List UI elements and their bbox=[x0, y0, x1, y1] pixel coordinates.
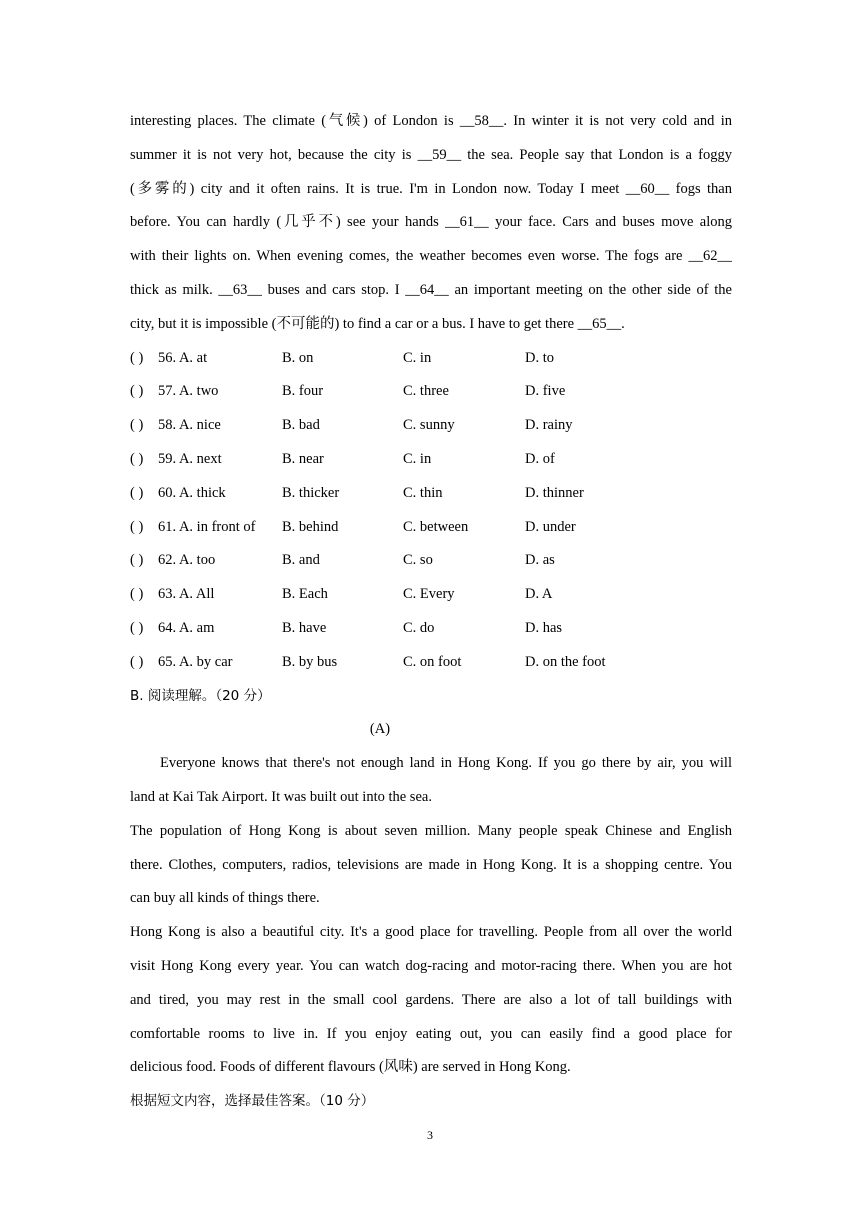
passage-label: (A) bbox=[369, 721, 391, 738]
reading-line: and tired, you may rest in the small cool gardens. There are also a lot of tall buildings with bbox=[130, 991, 732, 1008]
reading-line: can buy all kinds of things there. bbox=[130, 890, 320, 907]
answer-blank: ( ) bbox=[130, 619, 144, 636]
instruction-text: 根据短文内容，选择最佳答案。（10 分） bbox=[130, 1093, 375, 1110]
option-a: 58. A. nice bbox=[158, 417, 221, 434]
option-c: C. in bbox=[403, 450, 432, 467]
passage-line: thick as milk. __63__ buses and cars stop. I __64__ an important meeting on the other side of the bbox=[130, 281, 732, 298]
page-number: 3 bbox=[427, 1128, 433, 1142]
question-row bbox=[130, 511, 732, 545]
option-c: C. so bbox=[403, 552, 433, 569]
reading-line: comfortable rooms to live in. If you enjoy eating out, you can easily find a good place for bbox=[130, 1025, 732, 1042]
question-row bbox=[130, 646, 732, 680]
cloze-passage bbox=[130, 105, 732, 342]
option-b: B. bad bbox=[282, 417, 320, 434]
option-b: B. four bbox=[282, 383, 324, 400]
option-d: D. thinner bbox=[525, 484, 584, 501]
question-list bbox=[130, 342, 732, 680]
question-row bbox=[130, 342, 732, 376]
answer-blank: ( ) bbox=[130, 653, 144, 670]
option-a: 56. A. at bbox=[158, 349, 208, 366]
answer-blank: ( ) bbox=[130, 349, 144, 366]
reading-line: delicious food. Foods of different flavours (风味) are served in Hong Kong. bbox=[130, 1059, 571, 1076]
section-heading: B. 阅读理解。（20 分） bbox=[130, 687, 271, 704]
option-c: C. in bbox=[403, 349, 432, 366]
option-c: C. sunny bbox=[403, 417, 455, 434]
reading-line: The population of Hong Kong is about seven million. Many people speak Chinese and English bbox=[130, 822, 732, 839]
option-c: C. thin bbox=[403, 484, 443, 501]
option-c: C. do bbox=[403, 619, 435, 636]
question-row bbox=[130, 544, 732, 578]
option-c: C. Every bbox=[403, 586, 455, 603]
answer-blank: ( ) bbox=[130, 417, 144, 434]
option-a: 60. A. thick bbox=[158, 484, 226, 501]
answer-blank: ( ) bbox=[130, 450, 144, 467]
option-d: D. A bbox=[525, 586, 553, 603]
reading-line: land at Kai Tak Airport. It was built out into the sea. bbox=[130, 788, 432, 805]
option-a: 59. A. next bbox=[158, 450, 222, 467]
question-row bbox=[130, 443, 732, 477]
question-row bbox=[130, 409, 732, 443]
option-c: C. on foot bbox=[403, 653, 462, 670]
answer-blank: ( ) bbox=[130, 518, 144, 535]
option-d: D. on the foot bbox=[525, 653, 606, 670]
option-b: B. and bbox=[282, 552, 320, 569]
option-a: 61. A. in front of bbox=[158, 518, 256, 535]
option-a: 64. A. am bbox=[158, 619, 215, 636]
option-a: 57. A. two bbox=[158, 383, 219, 400]
passage-line: interesting places. The climate (气候) of London is __58__. In winter it is not very cold and in bbox=[130, 113, 732, 129]
option-a: 65. A. by car bbox=[158, 653, 233, 670]
option-d: D. of bbox=[525, 450, 555, 467]
reading-line: Hong Kong is also a beautiful city. It's a good place for travelling. People from all over the world bbox=[130, 924, 732, 941]
option-b: B. thicker bbox=[282, 484, 340, 501]
option-a: 63. A. All bbox=[158, 586, 215, 603]
option-d: D. under bbox=[525, 518, 576, 535]
answer-blank: ( ) bbox=[130, 586, 144, 603]
question-row bbox=[130, 375, 732, 409]
passage-line: (多雾的) city and it often rains. It is true. I'm in London now. Today I meet __60__ fogs than bbox=[130, 180, 732, 197]
option-d: D. as bbox=[525, 552, 555, 569]
option-d: D. rainy bbox=[525, 417, 573, 434]
reading-line: visit Hong Kong every year. You can watch dog-racing and motor-racing there. When you are hot bbox=[130, 957, 732, 974]
question-row bbox=[130, 578, 732, 612]
option-b: B. have bbox=[282, 619, 327, 636]
option-b: B. near bbox=[282, 450, 324, 467]
question-row bbox=[130, 477, 732, 511]
option-c: C. between bbox=[403, 518, 469, 535]
answer-blank: ( ) bbox=[130, 552, 144, 569]
option-d: D. to bbox=[525, 349, 554, 366]
option-b: B. by bus bbox=[282, 653, 338, 670]
option-b: B. Each bbox=[282, 586, 328, 603]
passage-line: with their lights on. When evening comes, the weather becomes even worse. The fogs are __62__ bbox=[130, 248, 732, 265]
reading-passage bbox=[130, 747, 732, 1085]
passage-line: city, but it is impossible (不可能的) to find a car or a bus. I have to get there __65__. bbox=[130, 315, 625, 332]
document-page bbox=[130, 105, 732, 1119]
option-d: D. has bbox=[525, 619, 563, 636]
option-b: B. behind bbox=[282, 518, 339, 535]
passage-line: summer it is not very hot, because the city is __59__ the sea. People say that London is a foggy bbox=[130, 146, 732, 163]
reading-line: Everyone knows that there's not enough land in Hong Kong. If you go there by air, you will bbox=[160, 755, 732, 772]
answer-blank: ( ) bbox=[130, 383, 144, 400]
question-row bbox=[130, 612, 732, 646]
answer-blank: ( ) bbox=[130, 484, 144, 501]
option-c: C. three bbox=[403, 383, 449, 400]
option-b: B. on bbox=[282, 349, 314, 366]
reading-line: there. Clothes, computers, radios, televisions are made in Hong Kong. It is a shopping centre. You bbox=[130, 856, 732, 873]
passage-line: before. You can hardly (几乎不) see your hands __61__ your face. Cars and buses move along bbox=[130, 214, 732, 231]
option-a: 62. A. too bbox=[158, 552, 216, 569]
option-d: D. five bbox=[525, 383, 566, 400]
